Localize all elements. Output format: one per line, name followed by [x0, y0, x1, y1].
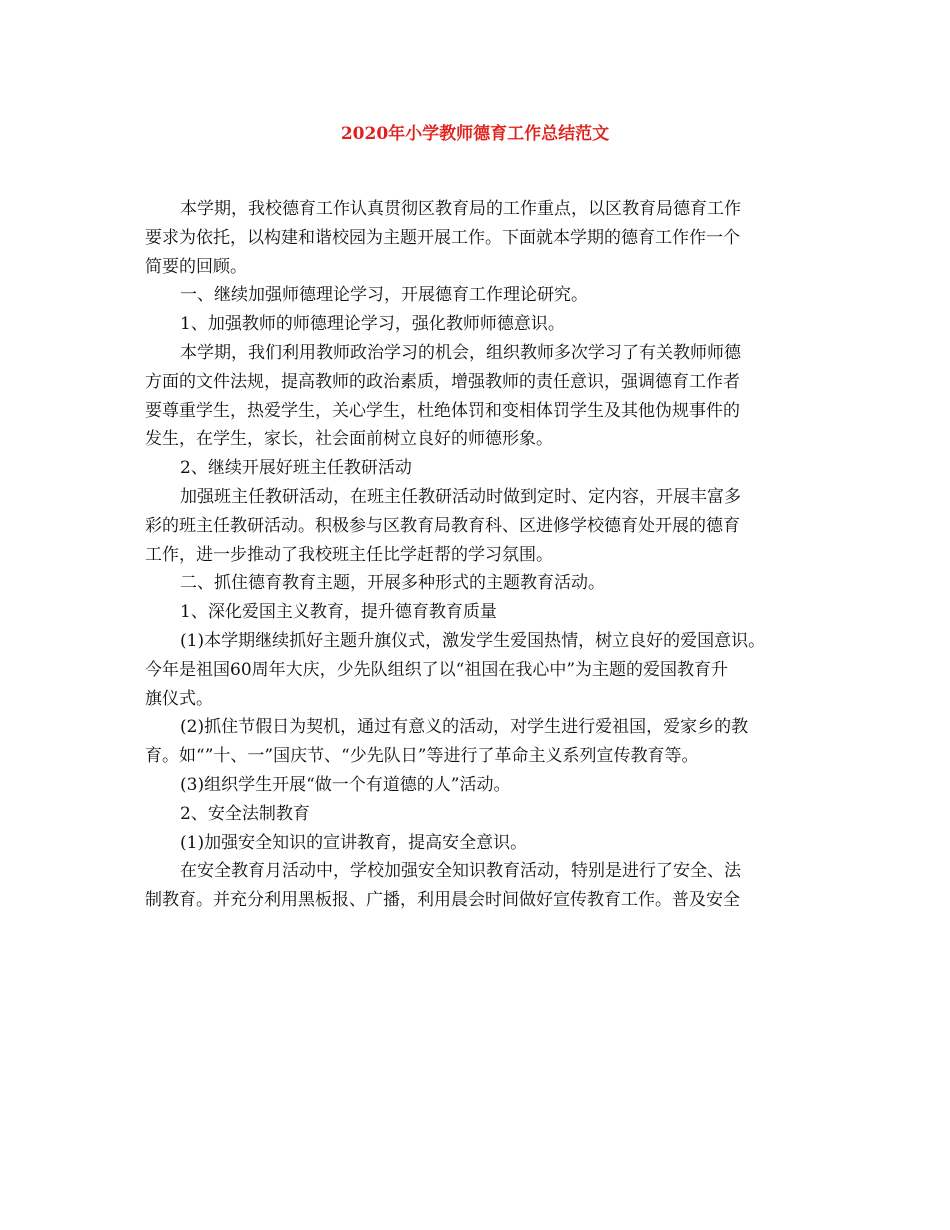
text-line: 方面的文件法规，提高教师的政治素质，增强教师的责任意识，强调德育工作者 [145, 371, 740, 392]
text-line: 制教育。并充分利用黑板报、广播，利用晨会时间做好宣传教育工作。普及安全 [145, 890, 740, 911]
text-line: 1、深化爱国主义教育，提升德育教育质量 [180, 602, 497, 623]
text-line: 二、抓住德育教育主题，开展多种形式的主题教育活动。 [180, 573, 605, 594]
document-title: 2020年小学教师德育工作总结范文 [340, 124, 610, 144]
text-line: 要尊重学生，热爱学生，关心学生，杜绝体罚和变相体罚学生及其他伪规事件的 [145, 400, 740, 421]
text-line: 2、继续开展好班主任教研活动 [180, 458, 412, 479]
text-line: 本学期，我校德育工作认真贯彻区教育局的工作重点，以区教育局德育工作 [180, 199, 741, 219]
text-line: 今年是祖国60周年大庆，少先队组织了以“祖国在我心中”为主题的爱国教育升 [145, 659, 729, 680]
text-line: 一、继续加强师德理论学习，开展德育工作理论研究。 [180, 285, 588, 306]
text-line: 加强班主任教研活动，在班主任教研活动时做到定时、定内容，开展丰富多 [180, 486, 741, 507]
document-body [145, 195, 810, 915]
text-line: (1)加强安全知识的宣讲教育，提高安全意识。 [180, 832, 528, 853]
text-line: (1)本学期继续抓好主题升旗仪式，激发学生爱国热情，树立良好的爱国意识。 [180, 630, 766, 651]
text-line: (2)抓住节假日为契机，通过有意义的活动，对学生进行爱祖国，爱家乡的教 [180, 717, 749, 738]
text-line: 1、加强教师的师德理论学习，强化教师师德意识。 [180, 314, 565, 335]
text-line: 工作，进一步推动了我校班主任比学赶帮的学习氛围。 [145, 544, 553, 565]
text-line: 本学期，我们利用教师政治学习的机会，组织教师多次学习了有关教师师德 [180, 342, 741, 363]
text-line: 旗仪式。 [145, 688, 213, 709]
text-line: (3)组织学生开展“做一个有道德的人”活动。 [180, 774, 511, 795]
text-line: 彩的班主任教研活动。积极参与区教育局教育科、区进修学校德育处开展的德育 [145, 515, 740, 536]
text-line: 育。如“”十、一”国庆节、“少先队日”等进行了革命主义系列宣传教育等。 [145, 746, 699, 767]
text-line: 简要的回顾。 [145, 256, 247, 277]
text-line: 要求为依托，以构建和谐校园为主题开展工作。下面就本学期的德育工作作一个 [145, 227, 740, 248]
text-line: 在安全教育月活动中，学校加强安全知识教育活动，特别是进行了安全、法 [180, 861, 741, 882]
text-line: 发生，在学生，家长，社会面前树立良好的师德形象。 [145, 429, 553, 450]
text-line: 2、安全法制教育 [180, 803, 310, 824]
